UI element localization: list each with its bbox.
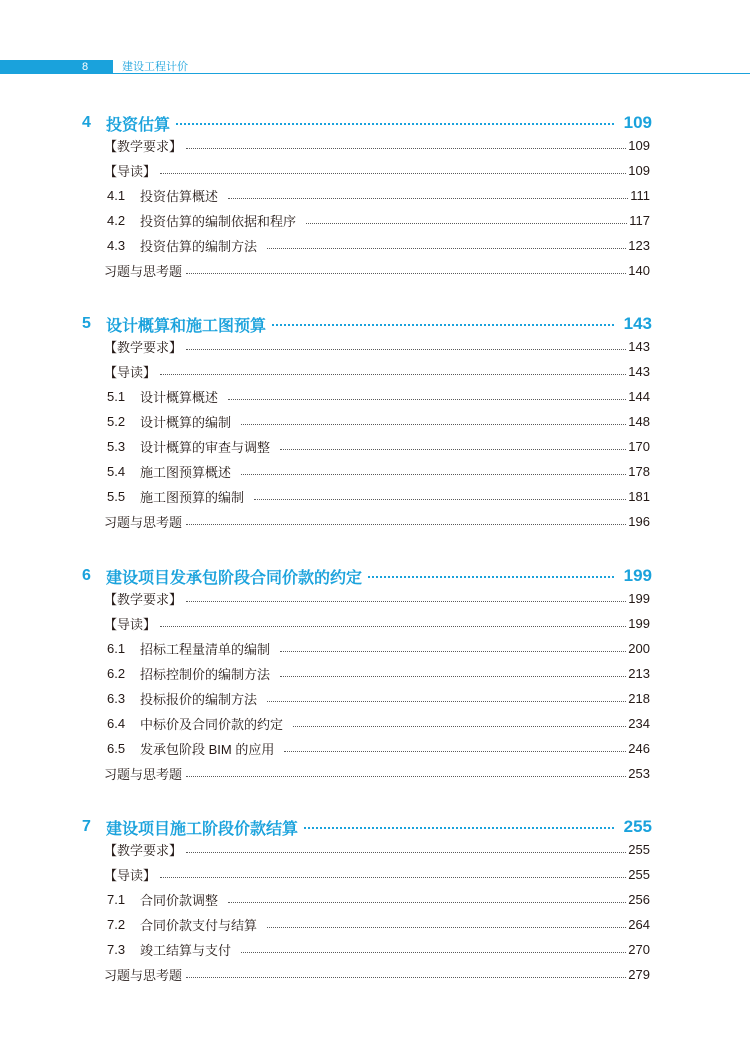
- section-number: 6.4: [107, 715, 126, 731]
- section-number: 7.2: [107, 916, 126, 932]
- chapter-number: 7: [82, 818, 91, 835]
- chapter-heading[interactable]: [82, 311, 652, 337]
- page-number: 8: [81, 61, 89, 73]
- chapter-number: 6: [82, 567, 91, 584]
- dot-leader: [228, 902, 626, 903]
- entry-title: 施工图预算的编制: [140, 489, 245, 505]
- toc-entry[interactable]: [107, 185, 650, 205]
- dot-leader: [254, 499, 626, 500]
- chapter-number: 5: [82, 315, 91, 332]
- toc-entry[interactable]: [107, 210, 650, 230]
- section-number: 6.1: [107, 640, 126, 656]
- toc-entry[interactable]: [104, 588, 650, 608]
- entry-page: 117: [629, 212, 650, 228]
- section-number: 5.4: [107, 463, 126, 479]
- chapter-heading[interactable]: [82, 814, 652, 840]
- entry-page: 264: [628, 916, 650, 932]
- entry-title: 习题与思考题: [104, 967, 183, 983]
- entry-title: 【导读】: [104, 364, 157, 380]
- entry-title: 招标控制价的编制方法: [140, 666, 271, 682]
- toc-entry[interactable]: [107, 386, 650, 406]
- entry-page: 143: [628, 363, 650, 379]
- entry-title: 【导读】: [104, 163, 157, 179]
- dot-leader: [160, 374, 626, 375]
- chapter-page: 109: [623, 113, 652, 132]
- section-number: 6.2: [107, 665, 126, 681]
- toc-entry[interactable]: [107, 436, 650, 456]
- entry-title: 投资估算概述: [140, 188, 219, 204]
- entry-page: 246: [628, 740, 650, 756]
- entry-title: 投资估算的编制方法: [140, 238, 258, 254]
- toc-entry[interactable]: [107, 688, 650, 708]
- dot-leader: [186, 273, 626, 274]
- toc-entry[interactable]: [104, 511, 650, 531]
- chapter-page: 255: [623, 817, 652, 836]
- toc-entry[interactable]: [104, 160, 650, 180]
- dot-leader: [186, 977, 626, 978]
- section-number: 5.3: [107, 438, 126, 454]
- toc-entry[interactable]: [107, 235, 650, 255]
- section-number: 6.5: [107, 740, 126, 756]
- entry-page: 234: [628, 715, 650, 731]
- entry-page: 148: [628, 413, 650, 429]
- dot-leader: [186, 776, 626, 777]
- section-number: 4.1: [107, 187, 126, 203]
- dot-leader: [186, 524, 626, 525]
- entry-page: 170: [628, 438, 650, 454]
- dot-leader: [267, 248, 626, 249]
- entry-page: 253: [628, 765, 650, 781]
- toc-entry[interactable]: [107, 738, 650, 758]
- entry-page: 109: [628, 162, 650, 178]
- entry-title: 竣工结算与支付: [140, 942, 232, 958]
- dot-leader: [280, 676, 626, 677]
- entry-page: 140: [628, 262, 650, 278]
- dot-leader: [267, 927, 626, 928]
- dot-leader: [284, 751, 626, 752]
- chapter-title: 投资估算: [106, 116, 171, 134]
- dot-leader: [272, 324, 614, 326]
- chapter-heading[interactable]: [82, 563, 652, 589]
- toc-entry[interactable]: [104, 260, 650, 280]
- toc-entry[interactable]: [104, 135, 650, 155]
- toc-entry[interactable]: [107, 461, 650, 481]
- entry-title: 习题与思考题: [104, 514, 183, 530]
- entry-title: 【教学要求】: [104, 591, 183, 607]
- entry-page: 256: [628, 891, 650, 907]
- entry-title: 习题与思考题: [104, 263, 183, 279]
- entry-page: 200: [628, 640, 650, 656]
- section-number: 5.5: [107, 488, 126, 504]
- entry-page: 178: [628, 463, 650, 479]
- toc-entry[interactable]: [107, 713, 650, 733]
- dot-leader: [280, 651, 626, 652]
- dot-leader: [241, 424, 626, 425]
- chapter-title: 建设项目施工阶段价款结算: [106, 820, 299, 838]
- toc-entry[interactable]: [104, 964, 650, 984]
- toc-entry[interactable]: [104, 839, 650, 859]
- toc-entry[interactable]: [104, 336, 650, 356]
- section-number: 7.3: [107, 941, 126, 957]
- entry-page: 255: [628, 841, 650, 857]
- book-title: 建设工程计价: [122, 61, 188, 73]
- entry-page: 270: [628, 941, 650, 957]
- entry-page: 199: [628, 590, 650, 606]
- toc-entry[interactable]: [107, 914, 650, 934]
- dot-leader: [160, 626, 626, 627]
- dot-leader: [306, 223, 627, 224]
- chapter-title: 建设项目发承包阶段合同价款的约定: [106, 569, 363, 587]
- dot-leader: [228, 399, 626, 400]
- header-accent-block: [0, 60, 113, 74]
- entry-page: 181: [628, 488, 650, 504]
- header-rule: [113, 73, 750, 74]
- dot-leader: [186, 852, 626, 853]
- entry-title: 【教学要求】: [104, 842, 183, 858]
- dot-leader: [176, 123, 614, 125]
- section-number: 4.3: [107, 237, 126, 253]
- entry-page: 123: [628, 237, 650, 253]
- toc-entry[interactable]: [107, 486, 650, 506]
- dot-leader: [241, 952, 626, 953]
- dot-leader: [186, 148, 626, 149]
- section-number: 4.2: [107, 212, 126, 228]
- entry-title: 【导读】: [104, 867, 157, 883]
- section-number: 7.1: [107, 891, 126, 907]
- dot-leader: [160, 877, 626, 878]
- dot-leader: [293, 726, 626, 727]
- entry-title: 【教学要求】: [104, 339, 183, 355]
- dot-leader: [304, 827, 614, 829]
- entry-title: 合同价款调整: [140, 892, 219, 908]
- toc-entry[interactable]: [107, 663, 650, 683]
- section-number: 6.3: [107, 690, 126, 706]
- dot-leader: [241, 474, 626, 475]
- dot-leader: [160, 173, 626, 174]
- running-header: [0, 60, 750, 74]
- entry-title: 发承包阶段 BIM 的应用: [140, 741, 275, 757]
- toc-entry[interactable]: [107, 939, 650, 959]
- dot-leader: [186, 349, 626, 350]
- entry-page: 213: [628, 665, 650, 681]
- entry-page: 109: [628, 137, 650, 153]
- toc-entry[interactable]: [107, 889, 650, 909]
- chapter-title: 设计概算和施工图预算: [106, 317, 267, 335]
- entry-page: 144: [628, 388, 650, 404]
- entry-title: 投标报价的编制方法: [140, 691, 258, 707]
- entry-title: 设计概算的审查与调整: [140, 439, 271, 455]
- toc-entry[interactable]: [104, 864, 650, 884]
- entry-page: 255: [628, 866, 650, 882]
- chapter-page: 199: [623, 566, 652, 585]
- toc-entry[interactable]: [104, 361, 650, 381]
- entry-title: 合同价款支付与结算: [140, 917, 258, 933]
- entry-title: 招标工程量清单的编制: [140, 641, 271, 657]
- entry-title: 投资估算的编制依据和程序: [140, 213, 297, 229]
- entry-title: 【导读】: [104, 616, 157, 632]
- entry-title: 习题与思考题: [104, 766, 183, 782]
- chapter-page: 143: [623, 314, 652, 333]
- dot-leader: [186, 601, 626, 602]
- dot-leader: [228, 198, 628, 199]
- entry-title: 设计概算概述: [140, 389, 219, 405]
- entry-title: 中标价及合同价款的约定: [140, 716, 284, 732]
- toc-entry[interactable]: [107, 411, 650, 431]
- toc-entry[interactable]: [107, 638, 650, 658]
- section-number: 5.1: [107, 388, 126, 404]
- entry-title: 设计概算的编制: [140, 414, 232, 430]
- toc-entry[interactable]: [104, 763, 650, 783]
- dot-leader: [368, 576, 614, 578]
- chapter-heading[interactable]: [82, 110, 652, 136]
- entry-page: 218: [628, 690, 650, 706]
- entry-page: 196: [628, 513, 650, 529]
- entry-page: 111: [630, 187, 650, 203]
- entry-title: 施工图预算概述: [140, 464, 232, 480]
- entry-page: 279: [628, 966, 650, 982]
- entry-title: 【教学要求】: [104, 138, 183, 154]
- chapter-number: 4: [82, 114, 91, 131]
- entry-page: 143: [628, 338, 650, 354]
- toc-entry[interactable]: [104, 613, 650, 633]
- entry-page: 199: [628, 615, 650, 631]
- dot-leader: [267, 701, 626, 702]
- dot-leader: [280, 449, 626, 450]
- section-number: 5.2: [107, 413, 126, 429]
